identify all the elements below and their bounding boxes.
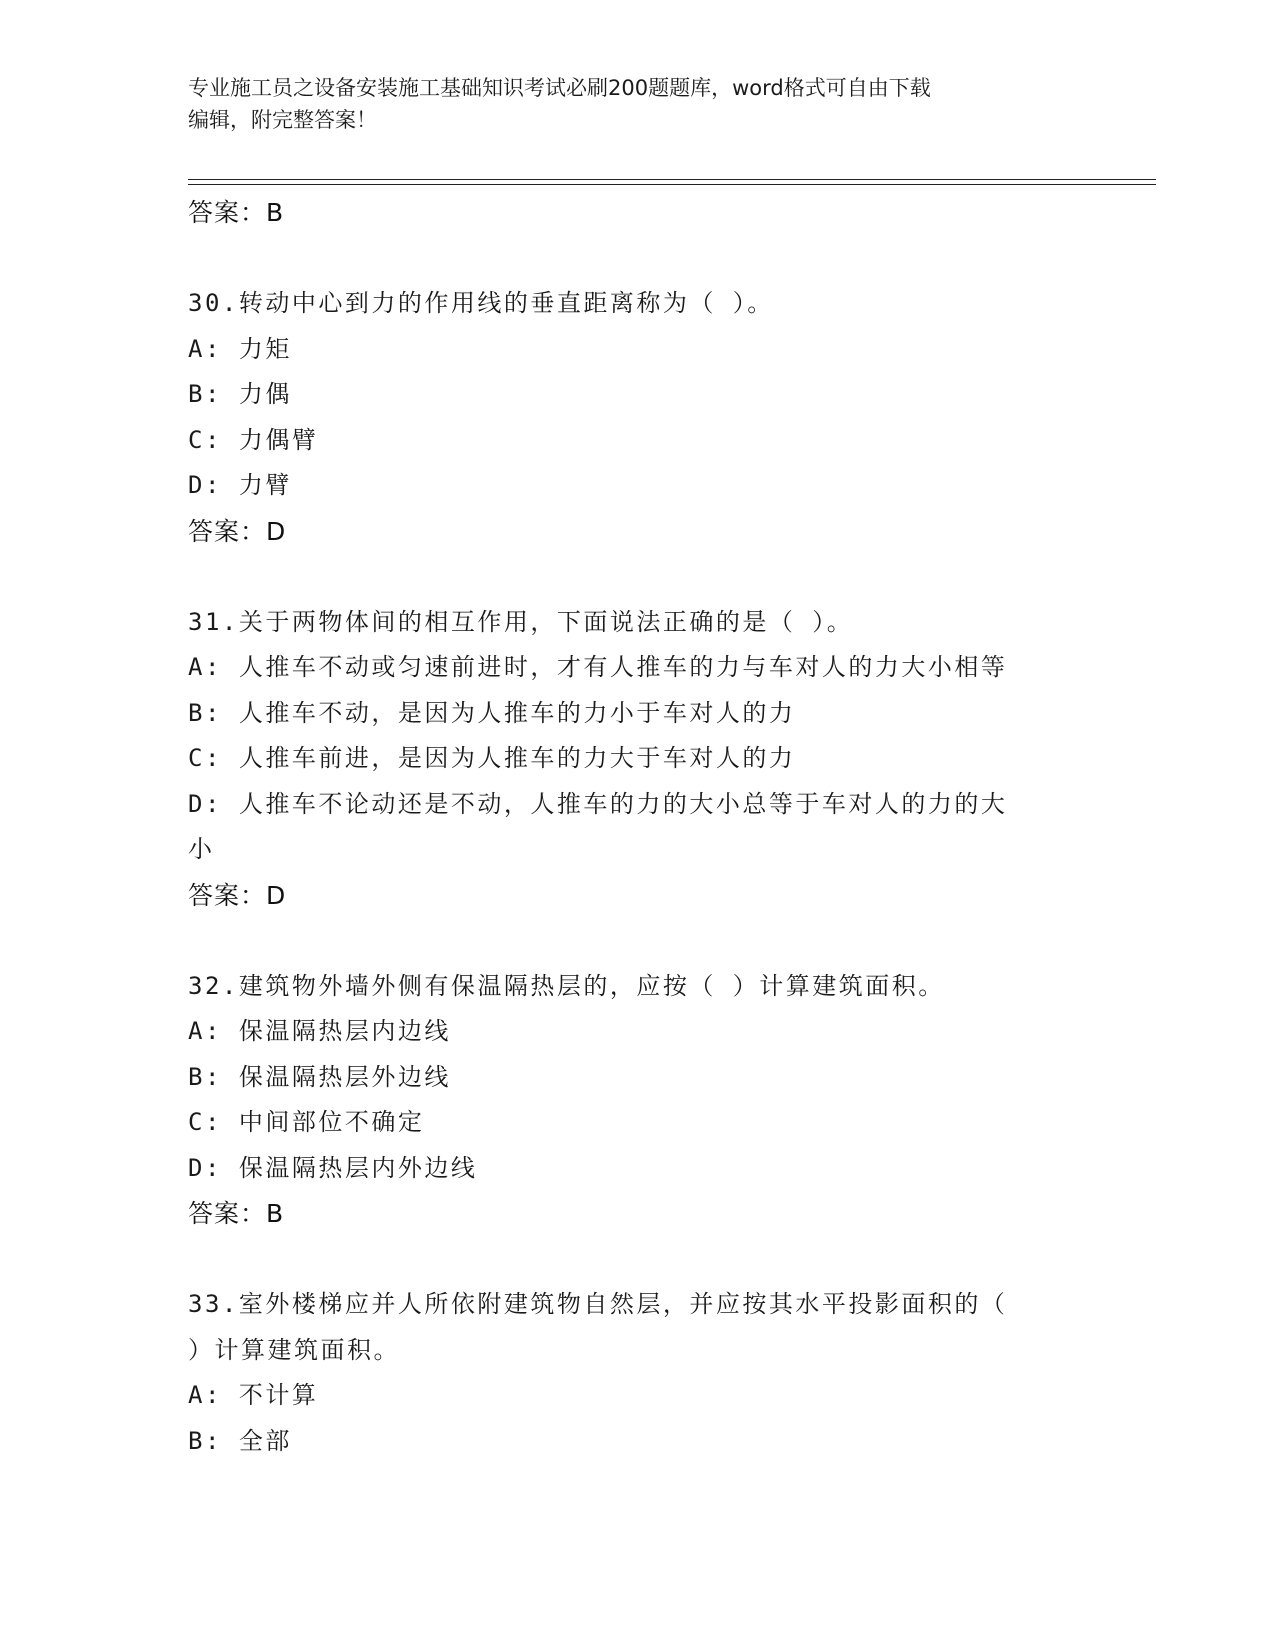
option-a: A: 力矩 [188, 334, 292, 363]
question-33 [188, 1282, 1088, 1464]
spacer [188, 918, 1088, 964]
option-d: D: 力臂 [188, 471, 292, 499]
answer-line: 答案：D [188, 880, 287, 910]
question-32 [188, 964, 1088, 1237]
spacer [188, 554, 1088, 600]
question-stem: 32.建筑物外墙外侧有保温隔热层的，应按（ ）计算建筑面积。 [188, 971, 945, 1000]
spacer [188, 236, 1088, 282]
question-content [188, 190, 1088, 1464]
document-header [188, 72, 1068, 136]
header-line-2: 编辑，附完整答案！ [188, 108, 377, 132]
answer-line: 答案：B [188, 1199, 285, 1228]
option-d-continued: 小 [188, 835, 215, 863]
option-a: A: 不计算 [188, 1381, 319, 1409]
question-30 [188, 281, 1088, 554]
option-b: B: 保温隔热层外边线 [188, 1062, 451, 1091]
option-b: B: 人推车不动，是因为人推车的力小于车对人的力 [188, 698, 796, 727]
question-stem: 33.室外楼梯应并人所依附建筑物自然层，并应按其水平投影面积的（ [188, 1290, 1008, 1318]
header-rule-bottom [188, 184, 1156, 185]
spacer [188, 1237, 1088, 1283]
question-stem: 31.关于两物体间的相互作用，下面说法正确的是（ ）。 [188, 607, 854, 636]
option-c: C: 人推车前进，是因为人推车的力大于车对人的力 [188, 744, 796, 772]
header-rule-top [188, 179, 1156, 180]
question-stem-continued: ）计算建筑面积。 [188, 1335, 400, 1364]
question-stem: 30.转动中心到力的作用线的垂直距离称为（ ）。 [188, 289, 774, 317]
answer-line: 答案：D [188, 516, 287, 546]
option-b: B: 全部 [188, 1426, 292, 1455]
header-line-1: 专业施工员之设备安装施工基础知识考试必刷200题题库，word格式可自由下载 [188, 76, 931, 100]
option-a: A: 保温隔热层内边线 [188, 1017, 451, 1045]
option-d: D: 人推车不论动还是不动，人推车的力的大小总等于车对人的力的大 [188, 789, 1008, 818]
question-31 [188, 600, 1088, 919]
answer-line: 答案：B [188, 198, 285, 227]
option-c: C: 中间部位不确定 [188, 1108, 425, 1136]
option-a: A: 人推车不动或匀速前进时，才有人推车的力与车对人的力大小相等 [188, 653, 1008, 681]
option-c: C: 力偶臂 [188, 425, 319, 454]
option-d: D: 保温隔热层内外边线 [188, 1153, 478, 1182]
option-b: B: 力偶 [188, 380, 292, 408]
